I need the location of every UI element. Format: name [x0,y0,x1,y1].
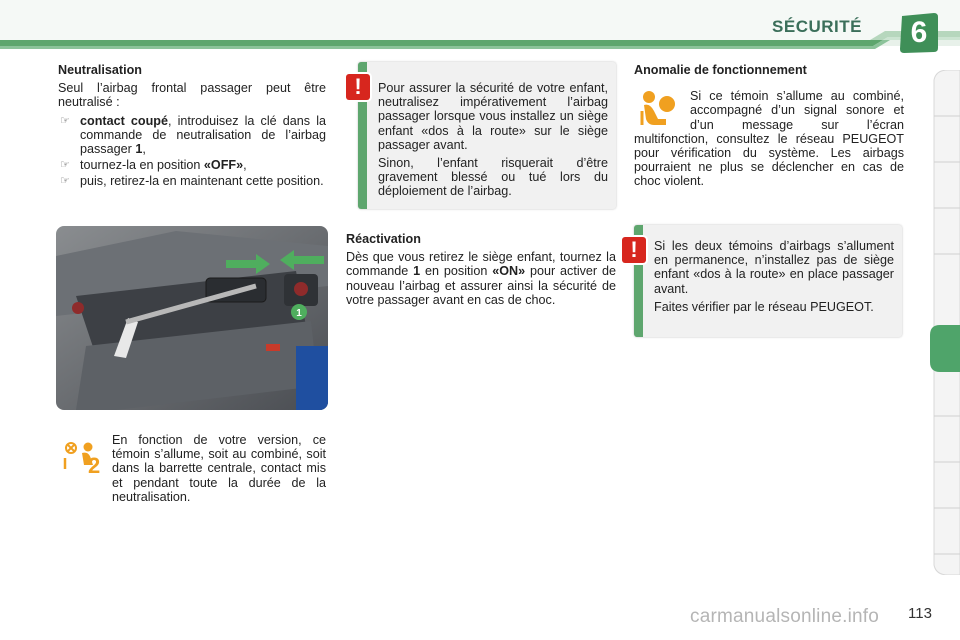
reactivation-heading: Réactivation [346,232,421,246]
page-number: 113 [908,605,932,622]
bullet-arrow-icon: ☞ [60,175,70,188]
chapter-number: 6 [910,16,928,49]
step-tail: , [142,142,146,157]
chapter-tabs [928,70,960,575]
warning-box-child-seat [354,62,616,209]
reactivation-text [346,250,616,307]
glovebox-airbag-switch-photo [56,226,328,410]
neutralisation-heading: Neutralisation [58,63,142,77]
exclamation-icon: ! [622,237,646,263]
neutralisation-intro: Seul l’airbag frontal passager peut être neutralisé : [58,81,326,110]
bullet-arrow-icon: ☞ [60,114,70,127]
bullet-arrow-icon: ☞ [60,159,70,172]
reactivation-text-part: Dès que vous retirez le siège enfant, tournez la commande [346,250,616,279]
neutralisation-steps [58,114,326,189]
step-bold: 1 [135,142,143,157]
step-item [58,158,326,172]
reactivation-text-part: pour activer de nouveau l’airbag et assurer ainsi la sécurité de votre passager avant en cas de choc. [346,264,616,307]
reactivation-bold: «ON» [492,264,526,279]
neutralisation-lamp-text: En fonction de votre version, ce témoin s’allume, soit au combiné, soit dans la barrette centrale, contact mis et pendant toute la durée de la neutralisation. [112,433,326,504]
reactivation-bold: 1 [413,264,421,279]
reactivation-section [346,232,616,311]
photo-callout-number: 1 [296,308,302,319]
watermark: carmanualsonline.info [690,606,880,627]
warning-text: Si les deux témoins d’airbags s’allument en permanence, n’installez pas de siège enfant «dos à la route» en place passager avant. [654,239,894,296]
step-bold: «OFF» [203,158,244,173]
photo-illustration [56,226,328,410]
step-tail: , [243,158,247,173]
step-bold: contact coupé [80,113,168,128]
step-text: , introduisez la clé dans la commande de neutralisation de l’airbag passager [80,113,326,157]
page-title: SÉCURITÉ [772,17,862,36]
warning-text: Pour assurer la sécurité de votre enfant, neutralisez impérativement l’airbag passager lorsque vous installez un siège enfant «dos à la route» sur le siège passager avant. [378,81,608,152]
step-item [58,114,326,157]
exclamation-icon: ! [346,74,370,100]
page-header [0,0,960,48]
neutralisation-section [58,63,326,191]
anomalie-heading: Anomalie de fonctionnement [634,63,807,77]
anomalie-section [634,63,904,193]
warning-box-two-lamps [630,225,902,337]
warning-text: Faites vérifier par le réseau PEUGEOT. [654,299,874,314]
step-text: puis, retirez-la en maintenant cette position. [80,174,324,189]
reactivation-text-part: en position [420,264,493,279]
anomalie-text: Si ce témoin s’allume au combiné, accompagné d’un signal sonore et d’un message sur l’écran multifonction, consultez le réseau PEUGEOT pour vérification du système. Les airbags pourraient ne plus se déclencher en cas de choc violent. [634,89,904,189]
step-item [58,174,326,188]
step-text: tournez-la en position [80,158,204,173]
lamp-number-label: 2 [88,453,101,478]
warning-text: Sinon, l’enfant risquerait d’être gravement blessé ou tué lors du déploiement de l’airbag. [378,156,608,199]
airbag-warning-icon [636,89,680,129]
